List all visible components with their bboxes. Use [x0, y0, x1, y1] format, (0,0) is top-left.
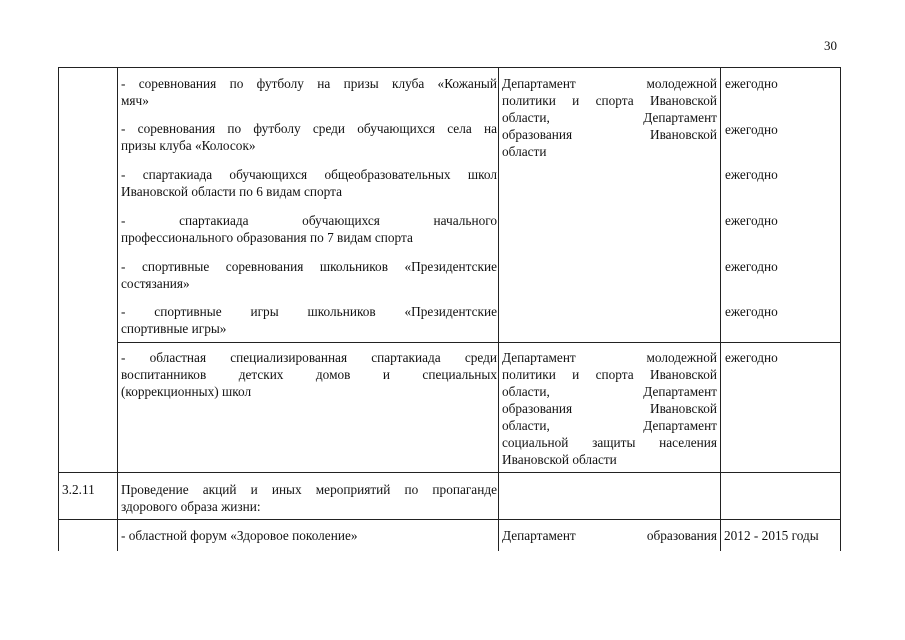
page-number: 30: [824, 38, 837, 53]
event-period: ежегодно: [725, 304, 778, 319]
table-border-left: [58, 67, 59, 551]
section-heading: Проведение акций и иных мероприятий по пропаганде здорового образа жизни:: [121, 482, 497, 514]
event-item: - областная специализированная спартакиада среди воспитанников детских домов и специальных (коррекционных) школ: [121, 350, 497, 399]
event-period: ежегодно: [725, 167, 778, 182]
event-period: ежегодно: [725, 350, 778, 365]
event-item: - спартакиада обучающихся общеобразовательных школ Ивановской области по 6 видам спорта: [121, 167, 497, 199]
item-number: 3.2.11: [62, 482, 95, 497]
event-period: ежегодно: [725, 122, 778, 137]
event-period: ежегодно: [725, 213, 778, 228]
column-divider-3: [720, 67, 721, 551]
executor-cell: Департамент образования: [502, 528, 717, 543]
event-period: ежегодно: [725, 259, 778, 274]
executor-cell: Департамент молодежной политики и спорта Ивановской области, Департамент образования Ивановской области, Департамент социальной защиты населения Ивановской области: [502, 350, 717, 467]
event-period: 2012 - 2015 годы: [724, 528, 819, 543]
event-period: ежегодно: [725, 76, 778, 91]
table-border-right: [840, 67, 841, 551]
event-item: - соревнования по футболу среди обучающихся села на призы клуба «Колосок»: [121, 121, 497, 153]
event-item: - спортивные соревнования школьников «Президентские состязания»: [121, 259, 497, 291]
row-divider-1: [117, 342, 841, 343]
row-divider-3: [58, 519, 841, 520]
event-item: - спортивные игры школьников «Президентские спортивные игры»: [121, 304, 497, 336]
column-divider-1: [117, 67, 118, 551]
row-divider-2: [58, 472, 841, 473]
column-divider-2: [498, 67, 499, 551]
table-border-top: [58, 67, 841, 68]
executor-cell: Департамент молодежной политики и спорта Ивановской области, Департамент образования Ивановской области: [502, 76, 717, 159]
event-item: - областной форум «Здоровое поколение»: [121, 528, 358, 543]
event-item: - спартакиада обучающихся начального профессионального образования по 7 видам спорта: [121, 213, 497, 245]
event-item: - соревнования по футболу на призы клуба «Кожаный мяч»: [121, 76, 497, 108]
